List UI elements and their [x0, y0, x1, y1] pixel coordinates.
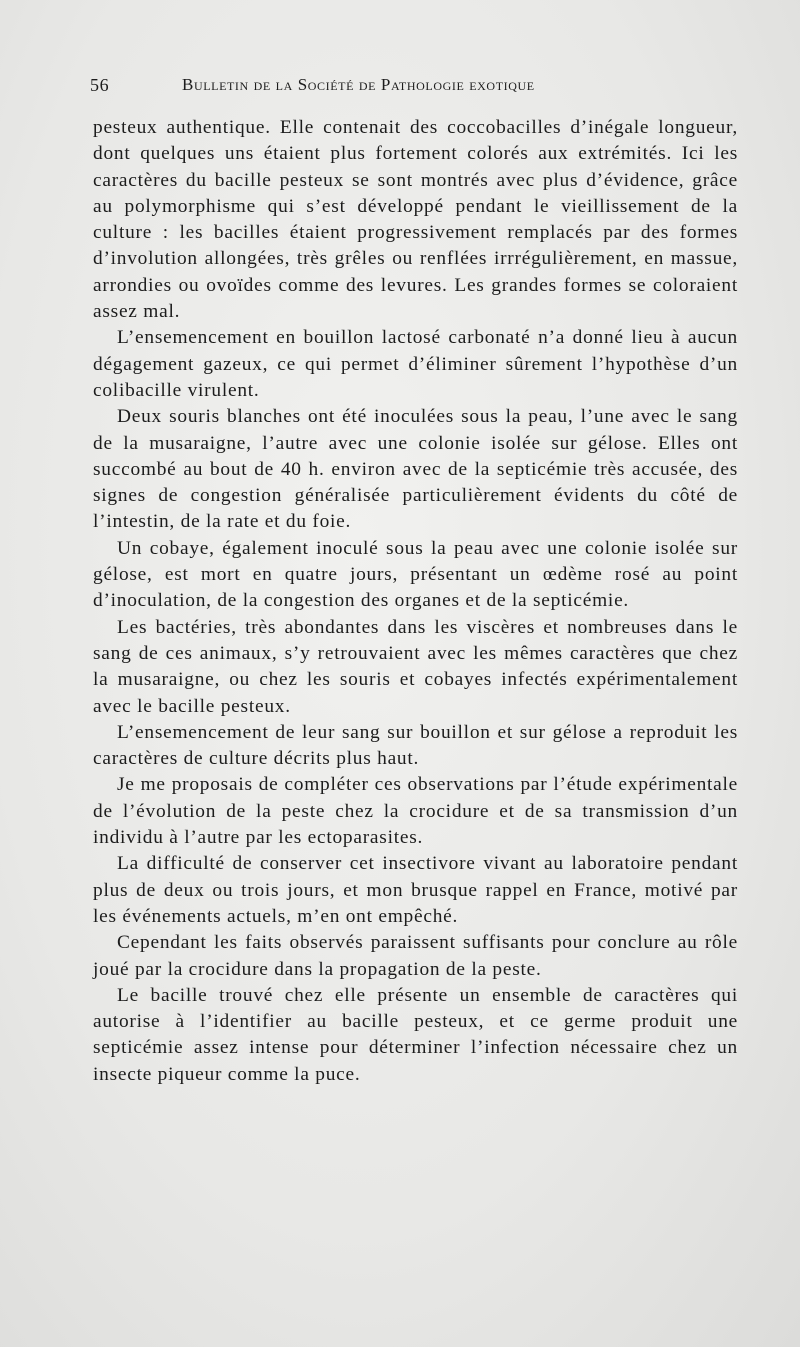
page-header	[90, 74, 740, 96]
paragraph: La difficulté de conserver cet insectivore vivant au laboratoire pendant plus de deux ou trois jours, et mon brusque rappel en France, motivé par les événements actuels, m’en ont empêché.	[93, 853, 738, 927]
paragraph: pesteux authentique. Elle contenait des coccobacilles d’inégale longueur, dont quelques uns étaient plus fortement colorés aux extrémités. Ici les caractères du bacille pesteux se sont montrés avec plus d’évidence, grâce au polymorphisme qui s’est développé pendant le vieillissement de la culture : les bacilles étaient progressivement remplacés par des formes d’involution allongées, très grêles ou renflées irrrégulièrement, en massue, arrondies ou ovoïdes comme des levures. Les grandes formes se coloraient assez mal.	[93, 117, 738, 323]
paragraph: Deux souris blanches ont été inoculées sous la peau, l’une avec le sang de la musaraigne, l’autre avec une colonie isolée sur gélose. Elles ont succombé au bout de 40 h. environ avec de la septicémie très accusée, des signes de congestion généralisée particulièrement évidents du côté de l’intestin, de la rate et du foie.	[93, 406, 738, 533]
running-title: Bulletin de la Société de Pathologie exotique	[182, 75, 535, 94]
paragraph: Je me proposais de compléter ces observations par l’étude expérimentale de l’évolution de la peste chez la crocidure et de sa transmission d’un individu à l’autre par les ectoparasites.	[93, 774, 738, 849]
paragraph: L’ensemencement en bouillon lactosé carbonaté n’a donné lieu à aucun dégagement gazeux, ce qui permet d’éliminer sûrement l’hypothèse d’un colibacille virulent.	[93, 327, 738, 401]
paragraph: Cependant les faits observés paraissent suffisants pour conclure au rôle joué par la crocidure dans la propagation de la peste.	[93, 932, 738, 980]
body-text	[93, 115, 738, 1088]
paragraph: Les bactéries, très abondantes dans les viscères et nombreuses dans le sang de ces animaux, s’y retrouvaient avec les mêmes caractères que chez la musaraigne, ou chez les souris et cobayes infectés expérimentalement avec le bacille pesteux.	[93, 616, 738, 717]
paragraph: L’ensemencement de leur sang sur bouillon et sur gélose a reproduit les caractères de culture décrits plus haut.	[93, 721, 738, 770]
page-number: 56	[90, 75, 110, 95]
paragraph: Le bacille trouvé chez elle présente un ensemble de caractères qui autorise à l’identifier au bacille pesteux, et ce germe produit une septicémie assez intense pour déterminer l’infection nécessaire chez un insecte piqueur comme la puce.	[93, 984, 738, 1085]
paragraph: Un cobaye, également inoculé sous la peau avec une colonie isolée sur gélose, est mort en quatre jours, présentant un œdème rosé au point d’inoculation, de la congestion des organes et de la septicémie.	[93, 537, 738, 612]
